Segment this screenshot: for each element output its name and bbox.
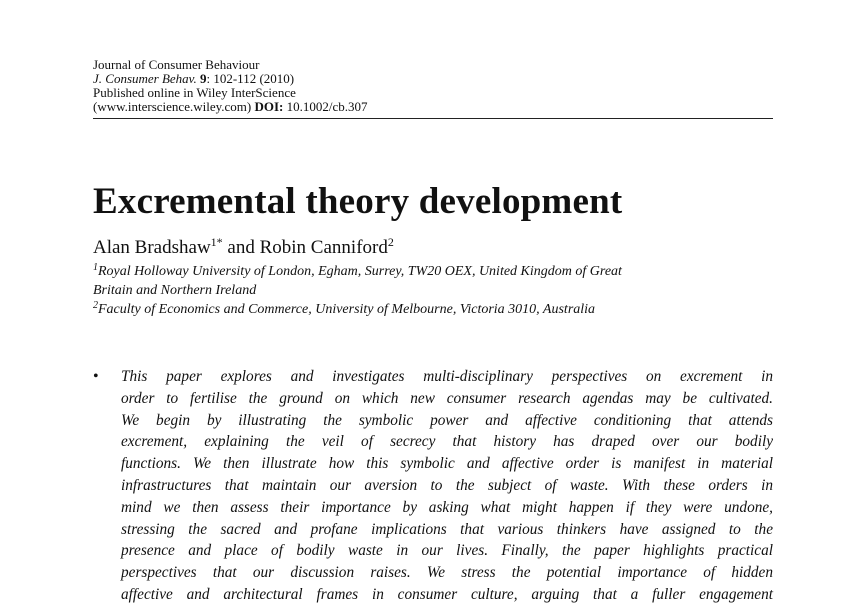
doi-line [93, 100, 773, 114]
author-line [93, 237, 394, 259]
abstract-line: presence and place of bodily waste in our lives. Finally, the paper highlights practical [121, 542, 773, 560]
citation-journal: J. Consumer Behav. [93, 71, 197, 86]
abstract-line: stressing the sacred and profane implications that various thinkers have assigned to the [121, 520, 773, 538]
abstract-line: We begin by illustrating the symbolic power and affective conditioning that attends [121, 411, 773, 429]
journal-header [93, 58, 773, 114]
bullet-icon: • [93, 368, 99, 385]
abstract-text [121, 366, 773, 606]
header-divider [93, 118, 773, 119]
affiliation-1 [93, 262, 773, 300]
affiliation-2-marker: 2 [93, 300, 98, 311]
affiliation-1-marker: 1 [93, 262, 98, 273]
affiliation-2 [93, 300, 773, 319]
author-2-marker: 2 [387, 235, 394, 249]
citation-pages: : 102-112 (2010) [206, 71, 295, 86]
published-online: Published online in Wiley InterScience [93, 85, 296, 100]
author-connector: and [227, 237, 255, 258]
abstract-line: infrastructures that maintain our aversion to the subject of waste. With these orders in [121, 476, 773, 494]
citation-volume: 9 [199, 71, 207, 86]
abstract-line: functions. We then illustrate how this symbolic and affective order is manifest in material [121, 455, 773, 473]
doi-value[interactable]: 10.1002/cb.307 [286, 99, 368, 114]
abstract-line: affective and architectural frames in consumer culture, arguing that a fuller engagement [121, 585, 773, 603]
paper-title: Excremental theory development [93, 181, 623, 222]
abstract-line: excrement, explaining the veil of secrecy that history has draped over our bodily [121, 433, 773, 451]
author-2: Robin Canniford [259, 237, 388, 258]
doi-label: DOI: [254, 99, 284, 114]
author-1: Alan Bradshaw [93, 237, 211, 258]
abstract-line: perspectives that our discussion raises. We stress the potential importance of hidden [121, 564, 773, 582]
affiliation-2-line-1 [93, 300, 773, 319]
affiliation-2-text: Faculty of Economics and Commerce, University of Melbourne, Victoria 3010, Australia [98, 302, 596, 317]
abstract-line: order to fertilise the ground on which new consumer research agendas may be cultivated. [121, 389, 773, 407]
author-1-marker: 1* [210, 235, 223, 249]
affiliation-1-text: Royal Holloway University of London, Egham, Surrey, TW20 OEX, United Kingdom of Great [98, 264, 622, 279]
affiliation-1-line-1 [93, 262, 773, 281]
abstract-line: This paper explores and investigates multi-disciplinary perspectives on excrement in [121, 368, 773, 385]
journal-citation [93, 72, 773, 86]
website-link[interactable]: (www.interscience.wiley.com) [93, 99, 252, 114]
abstract-line: mind we then assess their importance by asking what might happen if they were undone, [121, 498, 773, 516]
affiliation-1-line-2: Britain and Northern Ireland [93, 283, 257, 298]
journal-name: Journal of Consumer Behaviour [93, 57, 260, 72]
